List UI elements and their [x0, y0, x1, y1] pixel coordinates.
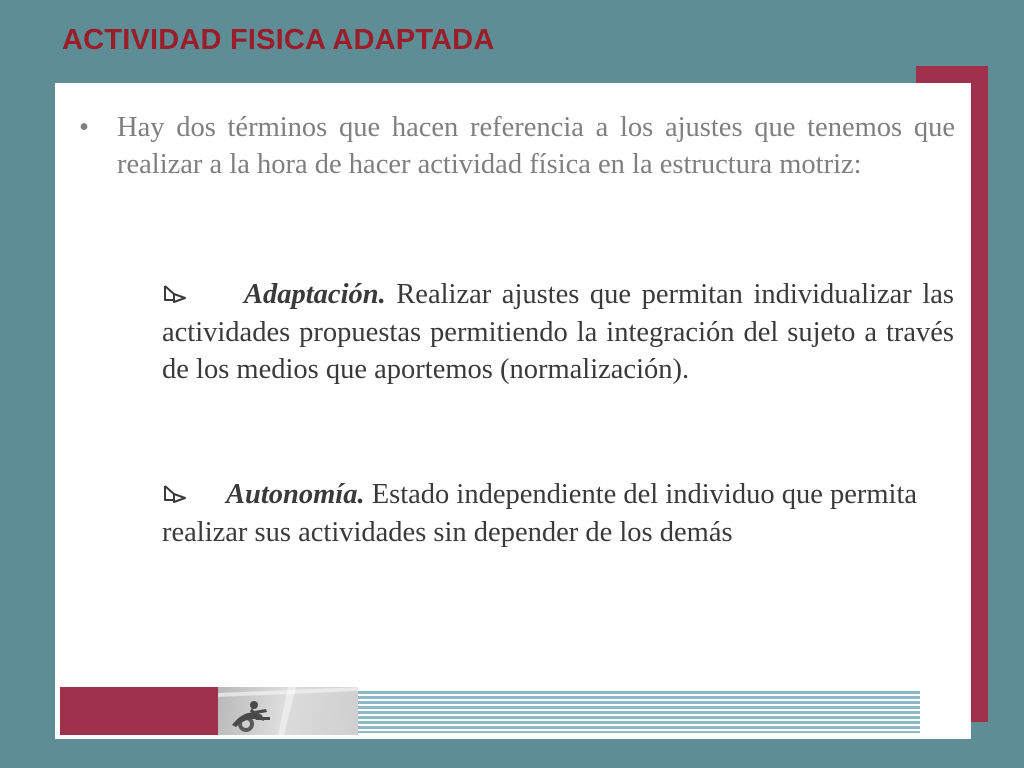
desc-autonomia: Estado independiente del individuo que permita realizar sus actividades sin depender de los demás [162, 479, 918, 548]
hollow-arrow-icon [162, 484, 188, 504]
term-autonomia: Autonomía. [226, 479, 365, 510]
footer-strip [60, 687, 920, 735]
hollow-arrow-icon [162, 284, 188, 304]
term-adaptacion: Adaptación. [244, 279, 386, 310]
bullet-dot: • [79, 112, 89, 143]
content-panel [55, 83, 971, 739]
slide-title: ACTIVIDAD FISICA ADAPTADA [62, 24, 495, 56]
item-autonomia [162, 476, 954, 551]
item-adaptacion [162, 276, 954, 389]
footer-photo [218, 687, 358, 735]
desc-adaptacion: Realizar ajustes que permitan individualizar las actividades propuestas permitiendo la integración del sujeto a través de los medios que aportemos (normalización). [162, 279, 954, 385]
footer-stripes [358, 689, 920, 733]
wheelchair-icon [218, 687, 358, 735]
intro-text: Hay dos términos que hacen referencia a los ajustes que tenemos que realizar a la hora de hacer actividad física en la estructura motriz: [117, 112, 955, 180]
intro-bullet [79, 109, 955, 183]
footer-red-block [60, 687, 218, 735]
